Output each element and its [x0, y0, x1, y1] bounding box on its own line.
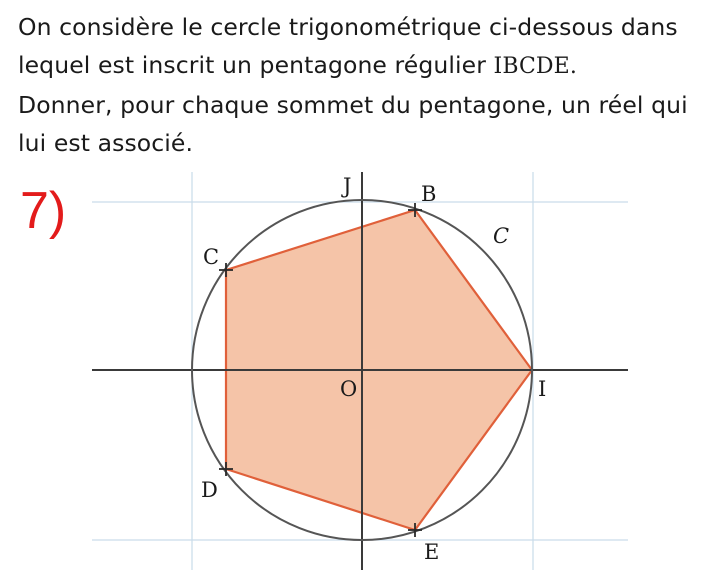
exercise-number: 7): [20, 182, 67, 240]
label-o: O: [340, 377, 358, 401]
label-i: I: [538, 377, 547, 401]
label-circle: C: [493, 224, 510, 248]
statement-line-2-end: .: [569, 54, 577, 79]
statement-line-2-text: lequel est inscrit un pentagone régulier: [18, 51, 494, 79]
polygon-name: IBCDE: [493, 54, 570, 79]
label-d: D: [201, 478, 218, 502]
statement-line-1: On considère le cercle trigonométrique ci-dessous dans: [18, 13, 678, 41]
label-b: B: [421, 182, 437, 206]
statement-line-3: Donner, pour chaque sommet du pentagone, un réel qui: [18, 91, 688, 119]
label-c: C: [203, 245, 220, 269]
statement-line-4: lui est associé.: [18, 129, 194, 157]
label-j: J: [343, 174, 352, 198]
label-e: E: [424, 540, 440, 564]
